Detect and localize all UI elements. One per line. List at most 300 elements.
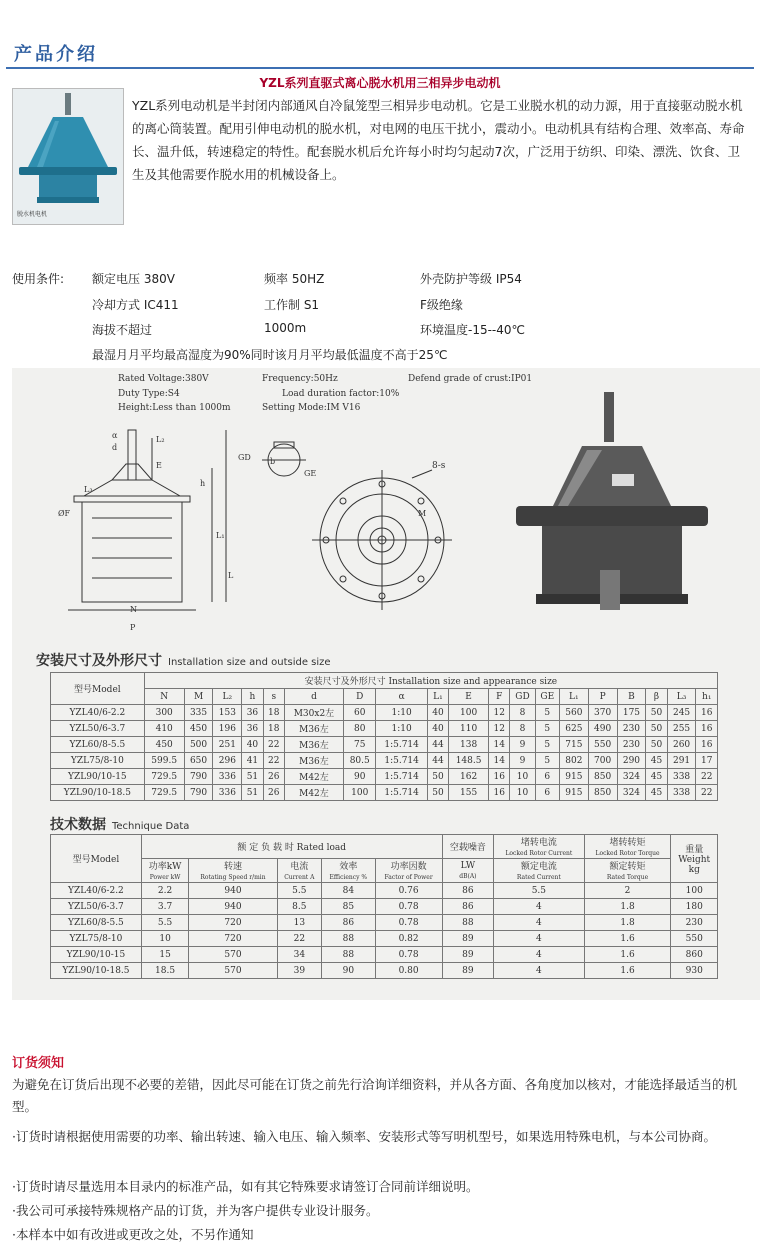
photo-caption: 脱水机电机 xyxy=(17,211,48,218)
table-cell: 550 xyxy=(671,931,718,947)
table-cell: 260 xyxy=(667,737,696,753)
table-cell: 230 xyxy=(617,721,646,737)
table-cell: 12 xyxy=(489,721,510,737)
tech-column-header-en: dB(A) xyxy=(459,872,477,880)
table-cell: 90 xyxy=(322,963,376,979)
table-cell: 570 xyxy=(189,963,277,979)
table-cell: 5.5 xyxy=(494,883,584,899)
table-cell: 0.78 xyxy=(375,899,442,915)
table-row xyxy=(51,899,718,915)
table-cell: 336 xyxy=(213,769,242,785)
table-cell: YZL90/10-15 xyxy=(51,947,142,963)
tech-column-header: LW dB(A) xyxy=(442,859,494,883)
table-row xyxy=(51,769,718,785)
table-cell: YZL90/10-18.5 xyxy=(51,963,142,979)
table-cell: 153 xyxy=(213,705,242,721)
install-column-header: GD xyxy=(510,689,535,705)
table-cell: 490 xyxy=(588,721,617,737)
table-cell: 324 xyxy=(617,785,646,801)
cond-frequency: 频率 50HZ xyxy=(264,272,325,286)
table-row xyxy=(51,785,718,801)
dim-label-l1: L₁ xyxy=(216,531,225,540)
tech-title-en: Technique Data xyxy=(112,821,190,832)
table-cell: 0.82 xyxy=(375,931,442,947)
table-cell: 16 xyxy=(489,785,510,801)
table-cell: 44 xyxy=(427,753,448,769)
table-cell: 5 xyxy=(535,737,559,753)
table-cell: 2.2 xyxy=(141,883,188,899)
table-cell: 162 xyxy=(449,769,489,785)
table-cell: 230 xyxy=(671,915,718,931)
table-cell: 5 xyxy=(535,705,559,721)
table-cell: 8 xyxy=(510,721,535,737)
tech-weight-header: 重量 Weight kg xyxy=(671,835,718,883)
table-cell: 6 xyxy=(535,785,559,801)
install-column-header: D xyxy=(343,689,376,705)
table-cell: 88 xyxy=(322,931,376,947)
tech-column-header-en: Efficiency % xyxy=(329,874,368,881)
table-cell: 1:10 xyxy=(376,705,427,721)
product-description: YZL系列电动机是半封闭内部通风自冷鼠笼型三相异步电动机。它是工业脱水机的动力源，用于直接驱动脱水机的离心筒装置。配用引伸电动机的脱水机，对电网的电压干扰小，震动小。电动机具有结构合理、效率高、寿命长、温升低，转速稳定的特性。配套脱水机后允许每小时均匀起动7次，广泛用于纺织、印染、漂洗、饮食、卫生及其他需要作脱水用的机械设备上。 xyxy=(132,98,745,182)
table-cell: 41 xyxy=(242,753,263,769)
tech-locked-torque-en: Locked Rotor Torque xyxy=(595,850,660,857)
motor-photo-icon xyxy=(13,89,123,224)
table-cell: 1:10 xyxy=(376,721,427,737)
table-row xyxy=(51,753,718,769)
table-cell: 700 xyxy=(588,753,617,769)
table-cell: 0.78 xyxy=(375,915,442,931)
table-cell: 300 xyxy=(144,705,184,721)
tech-column-header-en: Current A xyxy=(284,874,315,881)
table-cell: 450 xyxy=(144,737,184,753)
table-cell: 2 xyxy=(584,883,671,899)
table-cell: 180 xyxy=(671,899,718,915)
table-cell: YZL50/6-3.7 xyxy=(51,721,145,737)
table-cell: 22 xyxy=(263,737,284,753)
table-row xyxy=(51,947,718,963)
tech-column-row xyxy=(51,859,718,883)
install-column-header: M xyxy=(184,689,213,705)
notice-item-1: ·订货时请根据使用需要的功率、输出转速、输入电压、输入频率、安装形式等写明机型号，如果选用特殊电机，与本公司协商。 xyxy=(12,1129,716,1144)
table-cell: 802 xyxy=(559,753,588,769)
scan-setting: Setting Mode:IM V16 xyxy=(262,403,361,413)
table-cell: 338 xyxy=(667,769,696,785)
table-cell: 338 xyxy=(667,785,696,801)
table-cell: 625 xyxy=(559,721,588,737)
tech-model-header: 型号Model xyxy=(51,835,142,883)
table-cell: YZL50/6-3.7 xyxy=(51,899,142,915)
table-cell: YZL90/10-18.5 xyxy=(51,785,145,801)
dim-label-h: h xyxy=(200,479,206,488)
cond-duty: 工作制 S1 xyxy=(264,298,320,312)
install-table-title xyxy=(36,650,331,670)
table-row xyxy=(51,883,718,899)
tech-locked-current-en: Locked Rotor Current xyxy=(505,850,573,857)
table-cell: 22 xyxy=(277,931,321,947)
install-group-header: 安装尺寸及外形尺寸 Installation size and appearance size xyxy=(144,673,717,689)
install-column-header: L₁ xyxy=(427,689,448,705)
install-column-header: h₁ xyxy=(696,689,718,705)
table-row xyxy=(51,915,718,931)
table-cell: 10 xyxy=(510,785,535,801)
table-cell: 370 xyxy=(588,705,617,721)
table-cell: 89 xyxy=(442,931,494,947)
dim-label-l2: L₂ xyxy=(156,435,165,444)
install-column-header: s xyxy=(263,689,284,705)
table-cell: M42左 xyxy=(284,769,343,785)
cond-voltage: 额定电压 380V xyxy=(92,272,175,286)
table-cell: 4 xyxy=(494,915,584,931)
section-title: 产品介绍 xyxy=(14,44,98,65)
install-column-header: E xyxy=(449,689,489,705)
table-cell: 80 xyxy=(343,721,376,737)
table-cell: 45 xyxy=(646,769,667,785)
install-column-header: F xyxy=(489,689,510,705)
drawing-area xyxy=(12,368,760,638)
shaft-section-drawing xyxy=(262,442,306,476)
notice-title: 订货须知 xyxy=(12,1056,65,1071)
tech-column-header-en: Rated Torque xyxy=(606,874,649,881)
table-cell: YZL40/6-2.2 xyxy=(51,705,145,721)
cond-altitude-value: 1000m xyxy=(264,321,307,335)
dim-label-l: L xyxy=(228,571,234,580)
install-column-row xyxy=(51,689,718,705)
table-cell: 60 xyxy=(343,705,376,721)
table-cell: 148.5 xyxy=(449,753,489,769)
table-cell: 850 xyxy=(588,769,617,785)
table-cell: 570 xyxy=(189,947,277,963)
scan-height: Height:Less than 1000m xyxy=(118,403,231,413)
table-cell: 86 xyxy=(442,899,494,915)
table-cell: 930 xyxy=(671,963,718,979)
table-cell: 4 xyxy=(494,899,584,915)
table-cell: 75 xyxy=(343,737,376,753)
table-cell: 100 xyxy=(449,705,489,721)
table-cell: 500 xyxy=(184,737,213,753)
table-cell: 1.6 xyxy=(584,931,671,947)
table-cell: 715 xyxy=(559,737,588,753)
table-cell: 915 xyxy=(559,769,588,785)
install-header-row xyxy=(51,673,718,689)
table-row xyxy=(51,931,718,947)
tech-column-header-en: Rotating Speed r/min xyxy=(200,874,266,881)
table-cell: 26 xyxy=(263,785,284,801)
table-cell: 560 xyxy=(559,705,588,721)
table-cell: 10 xyxy=(141,931,188,947)
table-cell: 860 xyxy=(671,947,718,963)
scan-motor-photo xyxy=(516,392,708,610)
table-cell: 915 xyxy=(559,785,588,801)
table-cell: 729.5 xyxy=(144,785,184,801)
table-cell: 230 xyxy=(617,737,646,753)
table-cell: M36左 xyxy=(284,721,343,737)
table-cell: 44 xyxy=(427,737,448,753)
dim-label-f: ØF xyxy=(58,509,71,518)
tech-column-header: 额定电流 Rated Current xyxy=(494,859,584,883)
tech-column-header-en: Power kW xyxy=(149,874,181,881)
tech-locked-torque-header: 堵转转矩 Locked Rotor Torque xyxy=(584,835,671,859)
install-column-header: h xyxy=(242,689,263,705)
dim-label-ge: GE xyxy=(304,469,317,478)
table-row xyxy=(51,705,718,721)
tech-locked-current-header: 堵转电流 Locked Rotor Current xyxy=(494,835,584,859)
table-cell: 14 xyxy=(489,753,510,769)
table-cell: 34 xyxy=(277,947,321,963)
table-cell: 0.80 xyxy=(375,963,442,979)
table-cell: 255 xyxy=(667,721,696,737)
table-cell: 9 xyxy=(510,753,535,769)
table-cell: 51 xyxy=(242,785,263,801)
tech-noise-header: 空载噪音 xyxy=(442,835,494,859)
cond-humidity: 最湿月月平均最高湿度为90%同时该月月平均最低温度不高于25℃ xyxy=(92,348,448,362)
cond-cooling: 冷却方式 IC411 xyxy=(92,298,179,312)
install-column-header: L₃ xyxy=(667,689,696,705)
dim-label-e: E xyxy=(156,461,162,470)
dim-label-d: d xyxy=(112,443,118,452)
notice-item-3: ·我公司可承接特殊规格产品的订货，并为客户提供专业设计服务。 xyxy=(12,1203,379,1218)
install-title-cn: 安装尺寸及外形尺寸 xyxy=(36,653,162,669)
tech-column-header-en: Rated Current xyxy=(516,874,561,881)
table-cell: 40 xyxy=(427,705,448,721)
table-cell: 18.5 xyxy=(141,963,188,979)
dim-label-m: M xyxy=(418,509,427,518)
table-cell: 18 xyxy=(263,705,284,721)
table-cell: 22 xyxy=(263,753,284,769)
table-cell: 850 xyxy=(588,785,617,801)
notice-intro: 为避免在订货后出现不必要的差错，因此尽可能在订货之前先行洽询详细资料，并从各方面、各角度加以核对，才能选择最适当的机型。 xyxy=(12,1077,738,1114)
install-column-header: B xyxy=(617,689,646,705)
table-cell: 410 xyxy=(144,721,184,737)
table-cell: 36 xyxy=(242,705,263,721)
flange-top-view xyxy=(312,470,452,610)
table-cell: M36左 xyxy=(284,753,343,769)
table-cell: 1.8 xyxy=(584,915,671,931)
table-cell: 16 xyxy=(489,769,510,785)
scan-frequency: Frequency:50Hz xyxy=(262,374,338,384)
table-cell: 14 xyxy=(489,737,510,753)
table-cell: 16 xyxy=(696,737,718,753)
table-cell: 17 xyxy=(696,753,718,769)
table-cell: 1:5.714 xyxy=(376,785,427,801)
table-cell: 450 xyxy=(184,721,213,737)
install-title-en: Installation size and outside size xyxy=(168,657,331,668)
table-cell: 1:5.714 xyxy=(376,737,427,753)
table-cell: 8.5 xyxy=(277,899,321,915)
tech-title-cn: 技术数据 xyxy=(50,817,106,833)
tech-weight-unit: kg xyxy=(688,865,700,875)
table-cell: 296 xyxy=(213,753,242,769)
install-column-header: GE xyxy=(535,689,559,705)
table-cell: 100 xyxy=(671,883,718,899)
table-cell: 1:5.714 xyxy=(376,769,427,785)
install-column-header: L₂ xyxy=(213,689,242,705)
table-cell: YZL40/6-2.2 xyxy=(51,883,142,899)
table-cell: 940 xyxy=(189,899,277,915)
header-divider xyxy=(6,67,754,69)
table-cell: M42左 xyxy=(284,785,343,801)
table-cell: 251 xyxy=(213,737,242,753)
table-cell: 4 xyxy=(494,963,584,979)
table-row xyxy=(51,737,718,753)
dim-label-alpha: α xyxy=(112,431,118,440)
technique-data-table xyxy=(50,834,718,979)
cond-protection: 外壳防护等级 IP54 xyxy=(420,272,522,286)
scan-voltage: Rated Voltage:380V xyxy=(118,374,209,384)
table-cell: 45 xyxy=(646,753,667,769)
table-cell: 1.6 xyxy=(584,963,671,979)
table-cell: 16 xyxy=(696,705,718,721)
table-cell: 22 xyxy=(696,785,718,801)
install-column-header: N xyxy=(144,689,184,705)
install-model-header: 型号Model xyxy=(51,673,145,705)
install-size-table xyxy=(50,672,718,801)
table-cell: M36左 xyxy=(284,737,343,753)
table-cell: 324 xyxy=(617,769,646,785)
tech-header-row xyxy=(51,835,718,859)
table-cell: 18 xyxy=(263,721,284,737)
table-cell: 175 xyxy=(617,705,646,721)
catalog-scan xyxy=(12,368,760,1000)
table-cell: 5.5 xyxy=(141,915,188,931)
table-cell: 9 xyxy=(510,737,535,753)
table-cell: 720 xyxy=(189,915,277,931)
scan-crust: Defend grade of crust:IP01 xyxy=(408,374,533,384)
install-column-header: d xyxy=(284,689,343,705)
table-cell: 5 xyxy=(535,721,559,737)
table-cell: 80.5 xyxy=(343,753,376,769)
table-cell: 10 xyxy=(510,769,535,785)
table-cell: 39 xyxy=(277,963,321,979)
table-cell: 15 xyxy=(141,947,188,963)
table-cell: 550 xyxy=(588,737,617,753)
tech-column-header: 电流 Current A xyxy=(277,859,321,883)
scan-load-factor: Load duration factor:10% xyxy=(282,389,400,399)
table-cell: 50 xyxy=(427,785,448,801)
product-title: YZL系列直驱式离心脱水机用三相异步电动机 xyxy=(259,76,501,90)
table-cell: YZL60/8-5.5 xyxy=(51,915,142,931)
tech-column-header: 功率因数 Factor of Power xyxy=(375,859,442,883)
conditions-label: 使用条件: xyxy=(12,272,65,286)
table-cell: 729.5 xyxy=(144,769,184,785)
table-cell: YZL90/10-15 xyxy=(51,769,145,785)
install-column-header: β xyxy=(646,689,667,705)
table-cell: 4 xyxy=(494,947,584,963)
notice-item-4: ·本样本中如有改进或更改之处，不另作通知 xyxy=(12,1227,254,1242)
table-cell: 89 xyxy=(442,947,494,963)
dim-label-p: P xyxy=(130,623,136,632)
table-cell: 0.76 xyxy=(375,883,442,899)
table-cell: 100 xyxy=(343,785,376,801)
tech-column-header: 转速 Rotating Speed r/min xyxy=(189,859,277,883)
table-cell: 89 xyxy=(442,963,494,979)
table-cell: 36 xyxy=(242,721,263,737)
table-cell: 5.5 xyxy=(277,883,321,899)
tech-table-title xyxy=(50,814,189,834)
table-cell: 790 xyxy=(184,769,213,785)
tech-column-header: 额定转矩 Rated Torque xyxy=(584,859,671,883)
table-cell: 155 xyxy=(449,785,489,801)
notice-item-2: ·订货时请尽量选用本目录内的标准产品，如有其它特殊要求请签订合同前详细说明。 xyxy=(12,1179,479,1194)
table-cell: 335 xyxy=(184,705,213,721)
table-cell: 13 xyxy=(277,915,321,931)
table-cell: 88 xyxy=(322,947,376,963)
cond-altitude: 海拔不超过 xyxy=(92,323,153,337)
table-cell: 8 xyxy=(510,705,535,721)
table-cell: 26 xyxy=(263,769,284,785)
table-cell: 291 xyxy=(667,753,696,769)
table-cell: 196 xyxy=(213,721,242,737)
table-cell: 40 xyxy=(242,737,263,753)
table-cell: 50 xyxy=(427,769,448,785)
hole-count-label: 8-s xyxy=(432,461,446,471)
side-view-drawing xyxy=(68,430,226,610)
table-cell: 50 xyxy=(646,705,667,721)
section-header xyxy=(0,30,760,70)
tech-column-header-en: Factor of Power xyxy=(384,874,433,881)
table-cell: 110 xyxy=(449,721,489,737)
table-cell: 50 xyxy=(646,721,667,737)
install-column-header: L₁ xyxy=(559,689,588,705)
table-cell: 599.5 xyxy=(144,753,184,769)
table-cell: 720 xyxy=(189,931,277,947)
table-cell: 12 xyxy=(489,705,510,721)
table-cell: 90 xyxy=(343,769,376,785)
table-cell: 86 xyxy=(322,915,376,931)
table-cell: 0.78 xyxy=(375,947,442,963)
table-cell: 4 xyxy=(494,931,584,947)
table-cell: 40 xyxy=(427,721,448,737)
install-column-header: α xyxy=(376,689,427,705)
dim-label-l3: L₃ xyxy=(84,485,93,494)
table-cell: 84 xyxy=(322,883,376,899)
table-cell: 51 xyxy=(242,769,263,785)
dim-label-n: N xyxy=(130,605,137,614)
tech-weight-en: Weight xyxy=(678,855,711,865)
cond-insulation: F级绝缘 xyxy=(420,298,463,312)
table-cell: 650 xyxy=(184,753,213,769)
table-cell: YZL60/8-5.5 xyxy=(51,737,145,753)
tech-column-header: 效率 Efficiency % xyxy=(322,859,376,883)
table-cell: 3.7 xyxy=(141,899,188,915)
dim-label-b: b xyxy=(270,457,276,466)
table-cell: YZL75/8-10 xyxy=(51,931,142,947)
table-cell: 1.8 xyxy=(584,899,671,915)
table-row xyxy=(51,963,718,979)
table-cell: 138 xyxy=(449,737,489,753)
table-cell: 6 xyxy=(535,769,559,785)
table-cell: 88 xyxy=(442,915,494,931)
scan-duty: Duty Type:S4 xyxy=(118,389,180,399)
tech-column-header: 功率kW Power kW xyxy=(141,859,188,883)
table-cell: YZL75/8-10 xyxy=(51,753,145,769)
table-cell: 1:5.714 xyxy=(376,753,427,769)
table-cell: 85 xyxy=(322,899,376,915)
table-cell: 245 xyxy=(667,705,696,721)
table-cell: 45 xyxy=(646,785,667,801)
table-cell: 50 xyxy=(646,737,667,753)
table-cell: 86 xyxy=(442,883,494,899)
tech-load-header: 额 定 负 载 时 Rated load xyxy=(141,835,442,859)
table-cell: 5 xyxy=(535,753,559,769)
table-cell: 790 xyxy=(184,785,213,801)
install-column-header: P xyxy=(588,689,617,705)
table-cell: 940 xyxy=(189,883,277,899)
motor-photo xyxy=(12,88,124,225)
table-cell: M30x2左 xyxy=(284,705,343,721)
cond-ambient: 环境温度-15--40℃ xyxy=(420,323,526,337)
table-cell: 1.6 xyxy=(584,947,671,963)
dim-label-gd: GD xyxy=(238,453,251,462)
